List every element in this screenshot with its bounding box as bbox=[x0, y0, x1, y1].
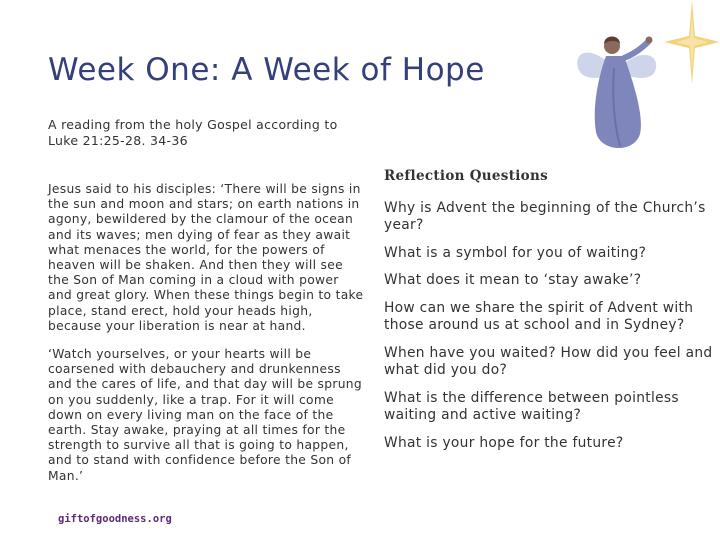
gospel-reading bbox=[48, 182, 364, 497]
site-credit: giftofgoodness.org bbox=[58, 513, 172, 525]
question-list bbox=[384, 200, 714, 453]
question-item: What is your hope for the future? bbox=[384, 434, 624, 451]
reading-paragraph: Jesus said to his disciples: ‘There will be signs in the sun and moon and stars; on earth nations in agony, bewildered by the clamour of the ocean and its waves; men dying of fear as they await what menaces the world, for the powers of heaven will be shaken. And then they will see the Son of Man coming in a cloud with power and great glory. When these things begin to take place, stand erect, hold your heads high, because your liberation is near at hand. bbox=[48, 182, 364, 333]
reading-reference: A reading from the holy Gospel according to Luke 21:25-28. 34-36 bbox=[48, 117, 338, 148]
question-item: When have you waited? How did you feel and what did you do? bbox=[384, 344, 713, 378]
star-icon bbox=[664, 0, 720, 84]
angel-icon bbox=[568, 28, 672, 160]
reflection-questions bbox=[384, 168, 714, 462]
reflection-heading: Reflection Questions bbox=[384, 168, 548, 184]
question-item: What is the difference between pointless waiting and active waiting? bbox=[384, 389, 679, 423]
question-item: How can we share the spirit of Advent with those around us at school and in Sydney? bbox=[384, 299, 694, 333]
question-item: Why is Advent the beginning of the Church’s year? bbox=[384, 199, 706, 233]
page-title: Week One: A Week of Hope bbox=[48, 52, 485, 88]
question-item: What does it mean to ‘stay awake’? bbox=[384, 272, 642, 288]
reading-paragraph: ‘Watch yourselves, or your hearts will be coarsened with debauchery and drunkenness and the cares of life, and that day will be sprung on you suddenly, like a trap. For it will come down on every living man on the face of the earth. Stay awake, praying at all times for the strength to survive all that is going to happen, and to stand with confidence before the Son of Man.’ bbox=[48, 347, 363, 483]
question-item: What is a symbol for you of waiting? bbox=[384, 244, 647, 261]
